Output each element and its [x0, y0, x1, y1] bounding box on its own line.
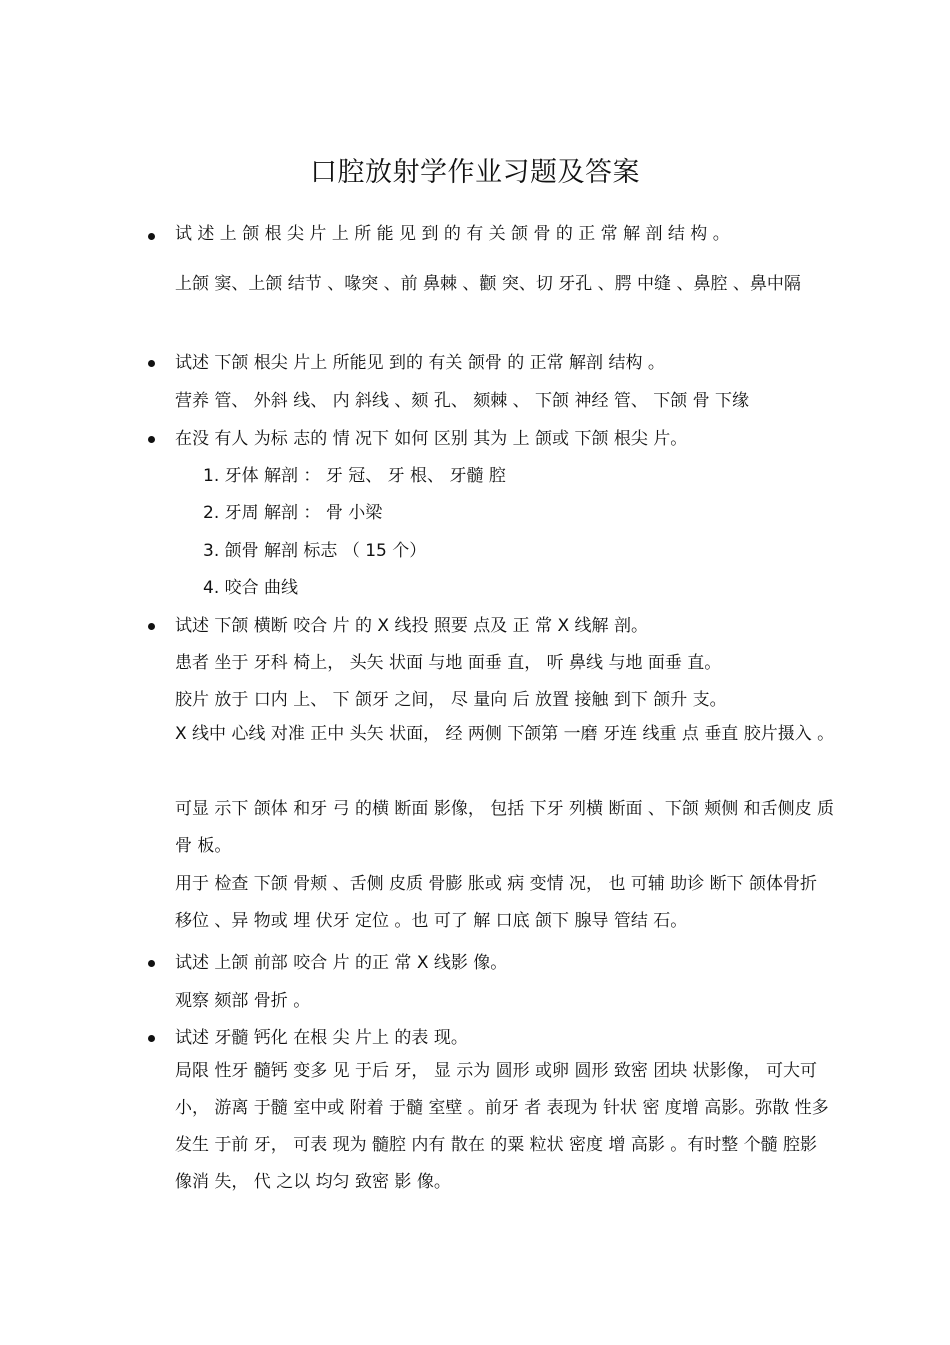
- question-2: 试述 下颌 根尖 片上 所能见 到的 有关 颌骨 的 正常 解剖 结构 。: [175, 353, 665, 373]
- numbered-item: 2. 牙周 解剖 ： 骨 小梁: [203, 503, 383, 523]
- question-6: 试述 牙髓 钙化 在根 尖 片上 的表 现。: [175, 1028, 468, 1048]
- numbered-item: 1. 牙体 解剖 ： 牙 冠、 牙 根、 牙髓 腔: [203, 466, 506, 486]
- bullet-icon: [148, 960, 155, 967]
- answer-4-line: X 线中 心线 对准 正中 头矢 状面， 经 两侧 下颌第 一磨 牙连 线重 点 垂直 胶片摄入 。: [175, 724, 835, 744]
- bullet-icon: [148, 436, 155, 443]
- bullet-icon: [148, 623, 155, 630]
- numbered-item: 4. 咬合 曲线: [203, 578, 299, 598]
- document-title: 口腔放射学作业习题及答案: [310, 157, 640, 188]
- answer-6: 局限 性牙 髓钙 变多 见 于后 牙， 显 示为 圆形 或卵 圆形 致密 团块 状影像， 可大可 小， 游离 于髓 室中或 附着 于髓 室壁 。前牙 者 表现为 针状 密 度增 高影。弥散 性多 发生 于前 牙， 可表 现为 髓腔 内有 散在 的粟 粒状 密度 增 高影 。有时整 个髓 腔影 像消 失， 代 之以 均匀 致密 影 像。: [175, 1061, 829, 1192]
- bullet-icon: [148, 233, 155, 240]
- question-3: 在没 有人 为标 志的 情 况下 如何 区别 其为 上 颌或 下颌 根尖 片。: [175, 429, 688, 449]
- question-4: 试述 下颌 横断 咬合 片 的 X 线投 照要 点及 正 常 X 线解 剖。: [175, 616, 648, 636]
- bullet-icon: [148, 1035, 155, 1042]
- question-1: 试 述 上 颌 根 尖 片 上 所 能 见 到 的 有 关 颌 骨 的 正 常 解 剖 结 构 。: [175, 224, 730, 244]
- answer-1: 上颌 窦、上颌 结节 、喙突 、前 鼻棘 、颧 突、切 牙孔 、腭 中缝 、鼻腔 、鼻中隔: [175, 274, 801, 294]
- answer-5: 观察 颏部 骨折 。: [175, 991, 311, 1011]
- bullet-icon: [148, 360, 155, 367]
- answer-4-line: 可显 示下 颌体 和牙 弓 的横 断面 影像， 包括 下牙 列横 断面 、下颌 颊侧 和舌侧皮 质骨 板。: [175, 799, 835, 856]
- question-5: 试述 上颌 前部 咬合 片 的正 常 X 线影 像。: [175, 953, 508, 973]
- answer-4-line: 患者 坐于 牙科 椅上， 头矢 状面 与地 面垂 直， 听 鼻线 与地 面垂 直。: [175, 653, 722, 673]
- answer-4-line: 胶片 放于 口内 上、 下 颌牙 之间， 尽 量向 后 放置 接触 到下 颌升 支。: [175, 690, 727, 710]
- answer-4-line: 用于 检查 下颌 骨颊 、舌侧 皮质 骨膨 胀或 病 变情 况， 也 可辅 助诊 断下 颌体骨折 移位 、异 物或 埋 伏牙 定位 。也 可了 解 口底 颌下 腺导 管结 石。: [175, 874, 818, 931]
- numbered-item: 3. 颌骨 解剖 标志 （ 15 个）: [203, 541, 427, 561]
- answer-2: 营养 管、 外斜 线、 内 斜线 、颏 孔、 颏棘 、 下颌 神经 管、 下颌 骨 下缘: [175, 391, 750, 411]
